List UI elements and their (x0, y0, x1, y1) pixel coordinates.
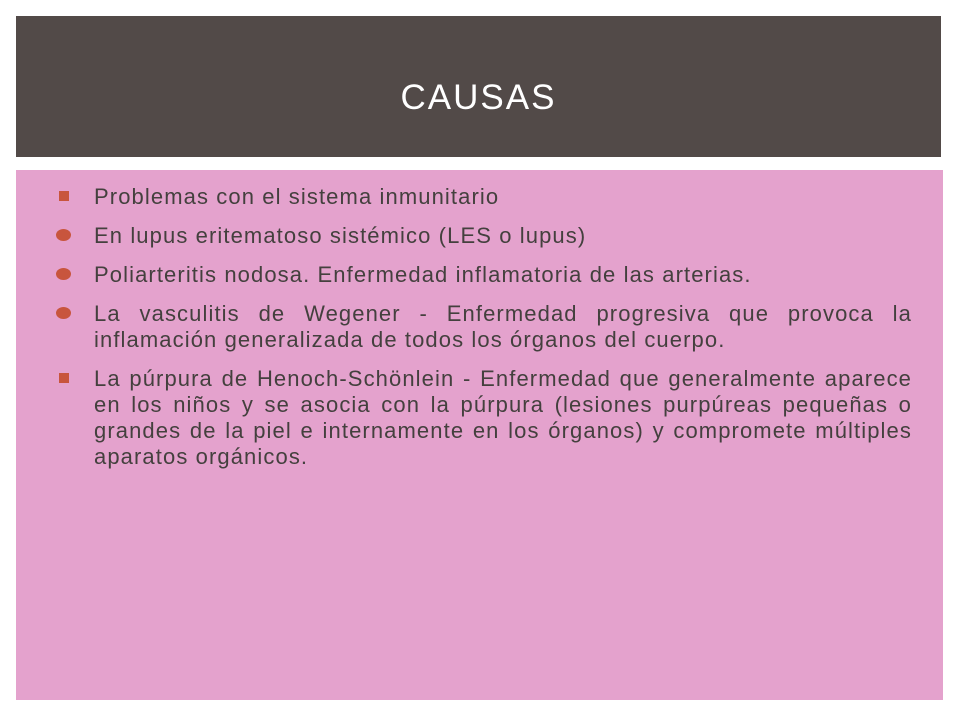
bullet-text: En lupus eritematoso sistémico (LES o lupus) (94, 223, 587, 248)
title-bar (16, 16, 941, 157)
bullet-item (56, 223, 912, 249)
bullet-item (56, 301, 912, 353)
round-bullet-icon (56, 268, 71, 280)
bullet-text: La púrpura de Henoch-Schönlein - Enfermedad que generalmente aparece en los niños y se asocia con la púrpura (lesiones purpúreas pequeñas o grandes de la piel e internamente en los órganos) y compromete múltiples aparatos orgánicos. (94, 366, 912, 469)
bullet-text: Poliarteritis nodosa. Enfermedad inflamatoria de las arterias. (94, 262, 752, 287)
square-bullet-icon (59, 191, 69, 201)
round-bullet-icon (56, 229, 71, 241)
square-bullet-icon (59, 373, 69, 383)
round-bullet-icon (56, 307, 71, 319)
bullet-item (56, 184, 912, 210)
bullet-list (56, 184, 912, 483)
bullet-item (56, 366, 912, 470)
slide-title: CAUSAS (400, 77, 557, 117)
bullet-text: La vasculitis de Wegener - Enfermedad progresiva que provoca la inflamación generalizada de todos los órganos del cuerpo. (94, 301, 912, 352)
bullet-text: Problemas con el sistema inmunitario (94, 184, 500, 209)
content-box (16, 170, 943, 700)
bullet-item (56, 262, 912, 288)
